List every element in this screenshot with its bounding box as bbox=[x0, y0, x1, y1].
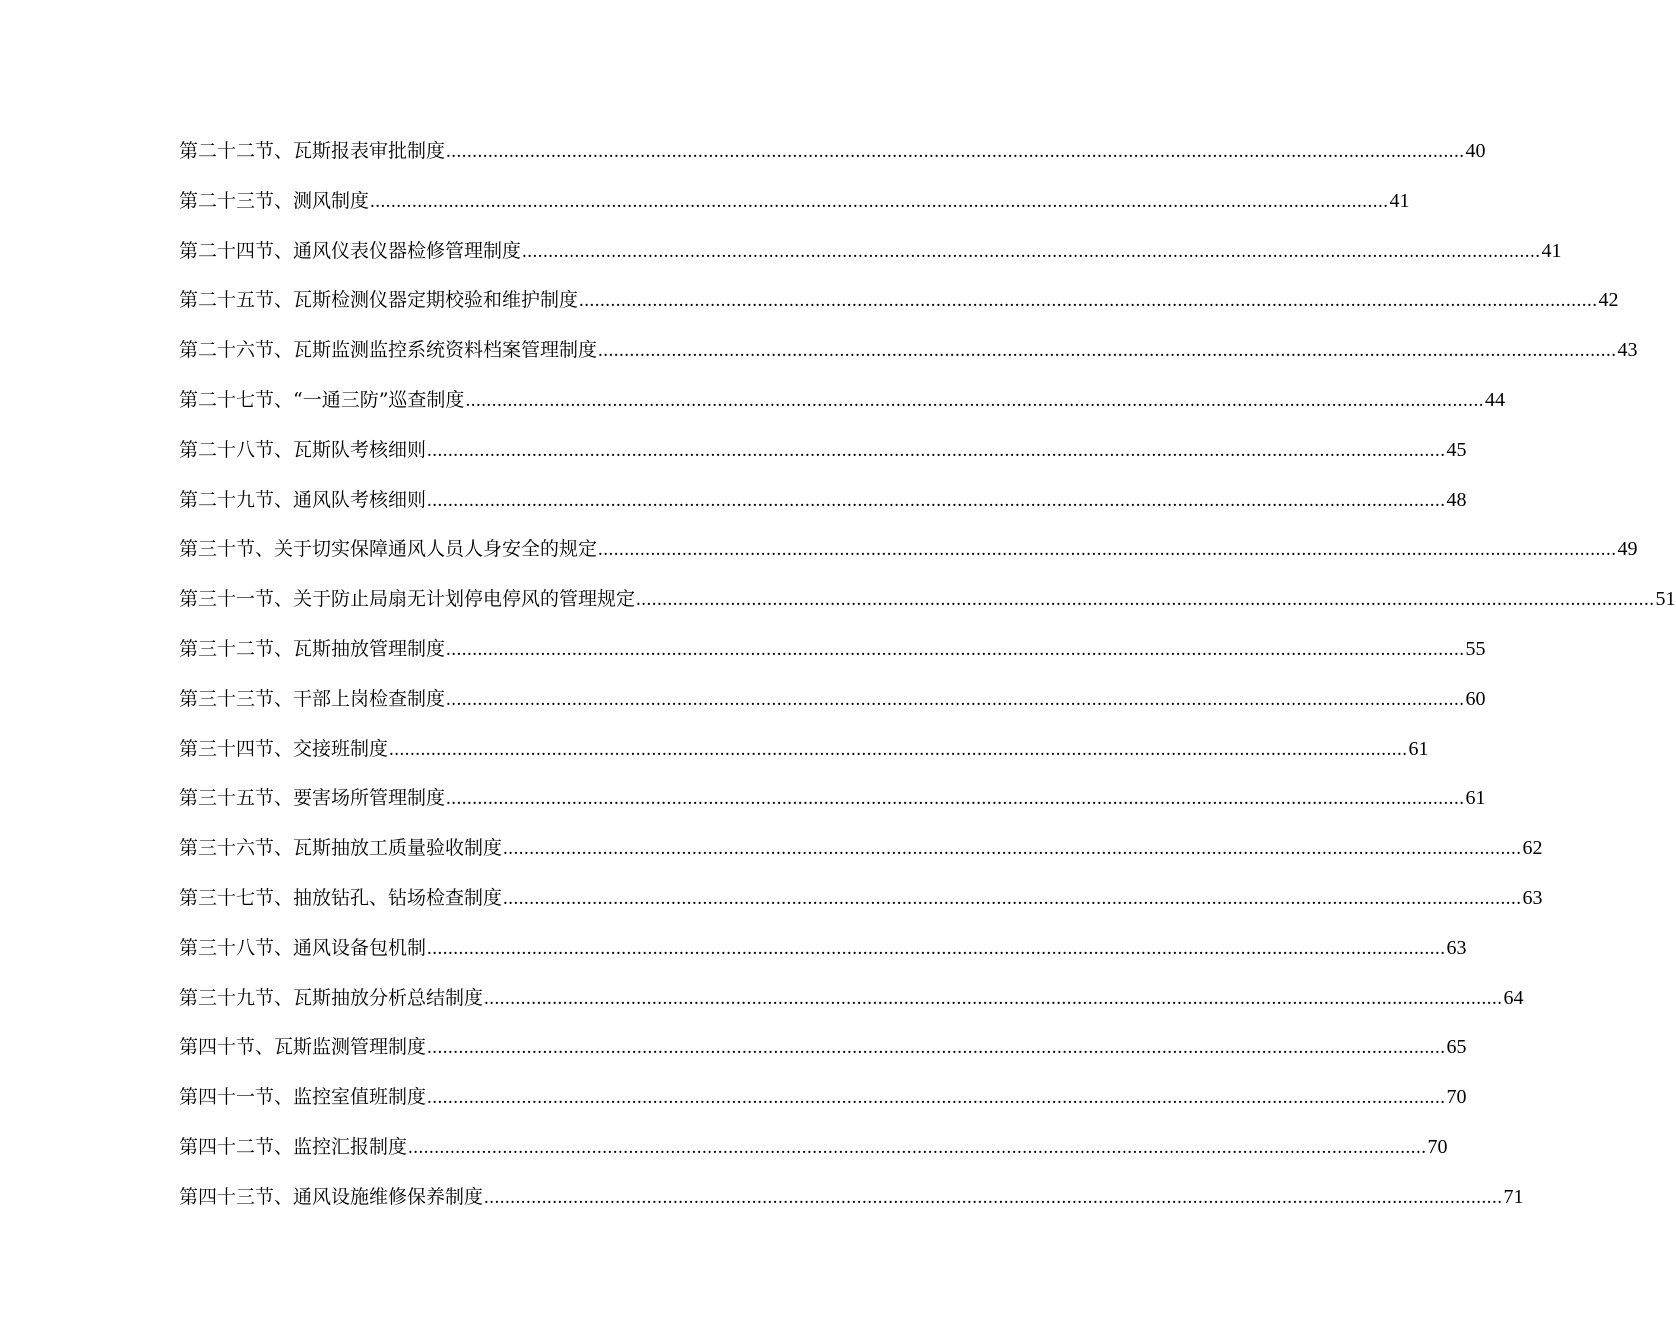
toc-entry-page[interactable]: 49 bbox=[1617, 538, 1638, 561]
toc-leader: .................................................................................................................................................................................................. bbox=[370, 190, 1389, 212]
table-of-contents bbox=[179, 127, 1676, 1223]
toc-entry-title[interactable]: 第三十三节、干部上岗检查制度 bbox=[179, 687, 446, 710]
toc-leader: .................................................................................................................................................................................................. bbox=[503, 887, 1522, 909]
toc-entry[interactable] bbox=[179, 874, 1543, 924]
toc-leader: .................................................................................................................................................................................................. bbox=[427, 1037, 1446, 1059]
toc-entry-page[interactable]: 70 bbox=[1446, 1086, 1467, 1109]
toc-entry-page[interactable]: 61 bbox=[1408, 737, 1429, 760]
toc-entry-title[interactable]: 第三十五节、要害场所管理制度 bbox=[179, 787, 446, 810]
toc-entry[interactable] bbox=[179, 525, 1638, 575]
toc-leader: .................................................................................................................................................................................................. bbox=[484, 987, 1503, 1009]
toc-entry-title[interactable]: 第二十二节、瓦斯报表审批制度 bbox=[179, 140, 446, 162]
toc-entry[interactable] bbox=[179, 974, 1524, 1024]
toc-entry-title[interactable]: 第二十八节、瓦斯队考核细则 bbox=[179, 438, 427, 461]
toc-entry-title[interactable]: 第二十五节、瓦斯检测仪器定期校验和维护制度 bbox=[179, 289, 579, 312]
toc-entry[interactable] bbox=[179, 575, 1676, 625]
toc-entry[interactable] bbox=[179, 1023, 1467, 1073]
toc-entry-page[interactable]: 71 bbox=[1503, 1185, 1524, 1208]
toc-leader: .................................................................................................................................................................................................. bbox=[427, 937, 1446, 959]
toc-leader: .................................................................................................................................................................................................. bbox=[408, 1136, 1427, 1158]
toc-leader: .................................................................................................................................................................................................. bbox=[446, 141, 1465, 162]
toc-entry-title[interactable]: 第二十六节、瓦斯监测监控系统资料档案管理制度 bbox=[179, 339, 598, 362]
toc-entry[interactable] bbox=[179, 1173, 1524, 1223]
toc-entry-page[interactable]: 45 bbox=[1446, 438, 1467, 461]
toc-entry-page[interactable]: 62 bbox=[1522, 837, 1543, 860]
toc-leader: .................................................................................................................................................................................................. bbox=[465, 389, 1484, 411]
toc-entry-title[interactable]: 第三十七节、抽放钻孔、钻场检查制度 bbox=[179, 886, 503, 909]
toc-entry-title[interactable]: 第三十节、关于切实保障通风人员人身安全的规定 bbox=[179, 538, 598, 561]
toc-entry[interactable] bbox=[179, 177, 1410, 227]
toc-entry-page[interactable]: 43 bbox=[1617, 339, 1638, 362]
toc-entry[interactable] bbox=[179, 426, 1467, 476]
toc-entry-title[interactable]: 第四十一节、监控室值班制度 bbox=[179, 1086, 427, 1109]
toc-entry[interactable] bbox=[179, 774, 1486, 824]
toc-leader: .................................................................................................................................................................................................. bbox=[503, 838, 1522, 860]
toc-entry-title[interactable]: 第二十七节、“一通三防”巡查制度 bbox=[179, 388, 465, 411]
toc-entry-page[interactable]: 44 bbox=[1484, 388, 1505, 411]
toc-entry-title[interactable]: 第三十四节、交接班制度 bbox=[179, 737, 389, 760]
toc-entry-title[interactable]: 第三十八节、通风设备包机制 bbox=[179, 936, 427, 959]
toc-entry[interactable] bbox=[179, 326, 1638, 376]
toc-entry[interactable] bbox=[179, 476, 1467, 526]
toc-entry[interactable] bbox=[179, 376, 1505, 426]
toc-entry-title[interactable]: 第四十三节、通风设施维修保养制度 bbox=[179, 1185, 484, 1208]
toc-entry-title[interactable]: 第三十一节、关于防止局扇无计划停电停风的管理规定 bbox=[179, 588, 636, 611]
toc-entry[interactable] bbox=[179, 824, 1543, 874]
toc-entry-title[interactable]: 第三十二节、瓦斯抽放管理制度 bbox=[179, 637, 446, 660]
toc-entry[interactable] bbox=[179, 924, 1467, 974]
toc-leader: .................................................................................................................................................................................................. bbox=[446, 688, 1465, 710]
toc-entry[interactable] bbox=[179, 276, 1619, 326]
toc-entry-page[interactable]: 63 bbox=[1522, 886, 1543, 909]
toc-leader: .................................................................................................................................................................................................. bbox=[427, 1087, 1446, 1109]
toc-entry-title[interactable]: 第二十九节、通风队考核细则 bbox=[179, 488, 427, 511]
toc-entry-page[interactable]: 60 bbox=[1465, 687, 1486, 710]
toc-leader: .................................................................................................................................................................................................. bbox=[446, 788, 1465, 810]
toc-entry-title[interactable]: 第四十节、瓦斯监测管理制度 bbox=[179, 1036, 427, 1059]
toc-entry-page[interactable]: 41 bbox=[1541, 239, 1562, 262]
toc-entry[interactable] bbox=[179, 127, 1486, 177]
toc-entry[interactable] bbox=[179, 227, 1562, 277]
toc-leader: .................................................................................................................................................................................................. bbox=[598, 340, 1617, 362]
toc-entry[interactable] bbox=[179, 1123, 1448, 1173]
toc-entry-page[interactable]: 65 bbox=[1446, 1036, 1467, 1059]
toc-entry-page[interactable]: 63 bbox=[1446, 936, 1467, 959]
toc-entry-page[interactable]: 64 bbox=[1503, 986, 1524, 1009]
toc-entry[interactable] bbox=[179, 675, 1486, 725]
toc-leader: .................................................................................................................................................................................................. bbox=[427, 439, 1446, 461]
toc-entry[interactable] bbox=[179, 1073, 1467, 1123]
toc-entry-title[interactable]: 第三十六节、瓦斯抽放工质量验收制度 bbox=[179, 837, 503, 860]
toc-entry-page[interactable]: 42 bbox=[1598, 289, 1619, 312]
toc-entry-title[interactable]: 第四十二节、监控汇报制度 bbox=[179, 1135, 408, 1158]
toc-leader: .................................................................................................................................................................................................. bbox=[446, 638, 1465, 660]
toc-entry-title[interactable]: 第三十九节、瓦斯抽放分析总结制度 bbox=[179, 986, 484, 1009]
toc-leader: .................................................................................................................................................................................................. bbox=[522, 240, 1541, 262]
toc-leader: .................................................................................................................................................................................................. bbox=[389, 738, 1408, 760]
toc-entry-page[interactable]: 40 bbox=[1465, 140, 1486, 162]
toc-leader: .................................................................................................................................................................................................. bbox=[484, 1186, 1503, 1208]
toc-entry-page[interactable]: 51 bbox=[1655, 588, 1676, 611]
toc-entry[interactable] bbox=[179, 625, 1486, 675]
toc-leader: .................................................................................................................................................................................................. bbox=[636, 589, 1655, 611]
toc-entry-title[interactable]: 第二十四节、通风仪表仪器检修管理制度 bbox=[179, 239, 522, 262]
toc-leader: .................................................................................................................................................................................................. bbox=[427, 489, 1446, 511]
toc-leader: .................................................................................................................................................................................................. bbox=[579, 290, 1598, 312]
toc-entry-page[interactable]: 48 bbox=[1446, 488, 1467, 511]
toc-entry-title[interactable]: 第二十三节、测风制度 bbox=[179, 189, 370, 212]
toc-entry-page[interactable]: 70 bbox=[1427, 1135, 1448, 1158]
toc-entry-page[interactable]: 55 bbox=[1465, 637, 1486, 660]
toc-entry[interactable] bbox=[179, 725, 1429, 775]
toc-entry-page[interactable]: 41 bbox=[1389, 189, 1410, 212]
toc-leader: .................................................................................................................................................................................................. bbox=[598, 539, 1617, 561]
toc-entry-page[interactable]: 61 bbox=[1465, 787, 1486, 810]
